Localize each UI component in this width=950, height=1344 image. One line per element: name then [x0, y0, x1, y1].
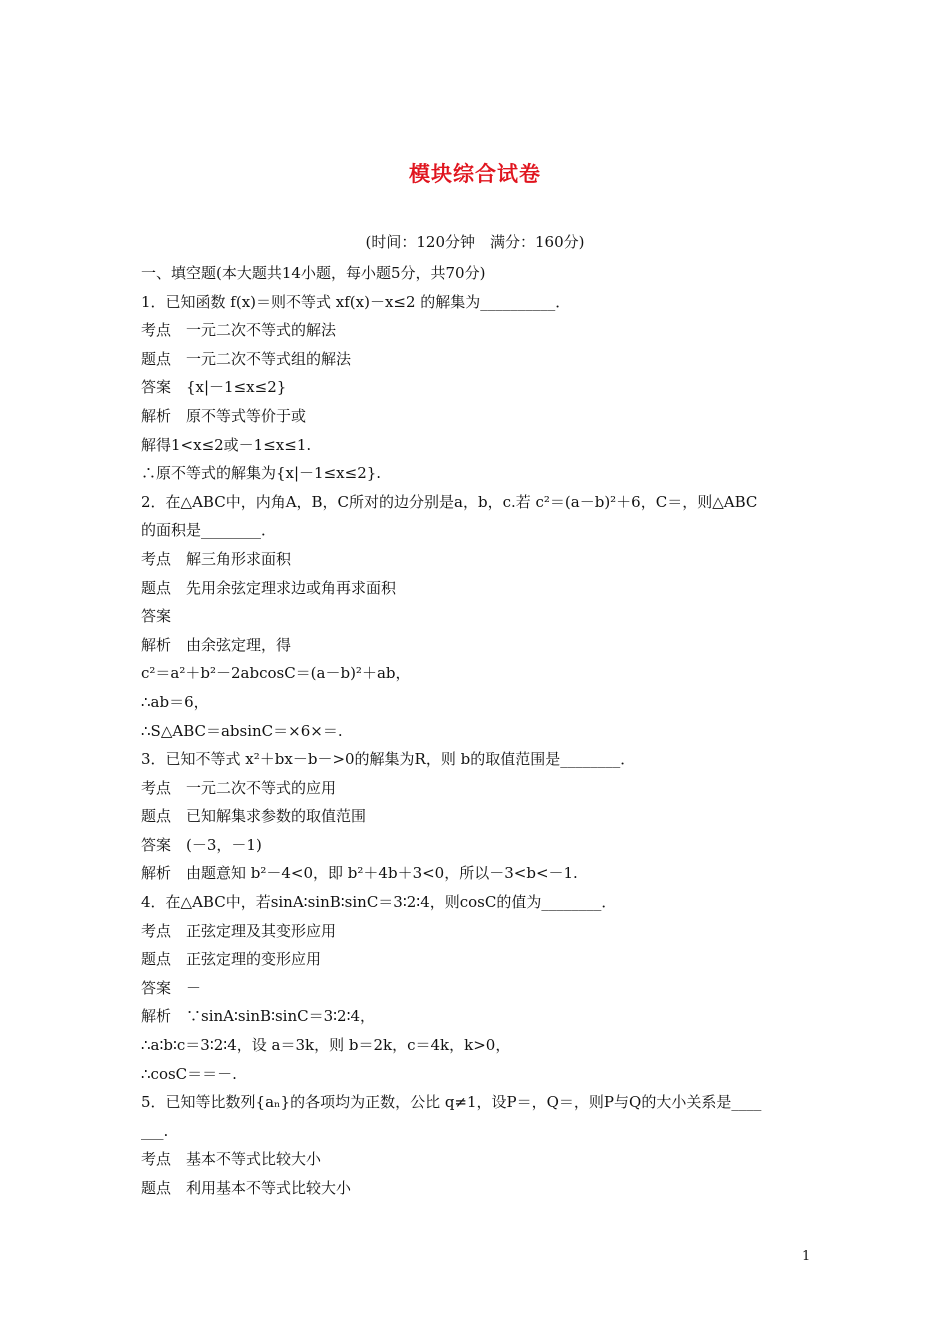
text-line: 考点 正弦定理及其变形应用 — [141, 921, 337, 940]
text-line: 3．已知不等式 x²＋bx－b－>0的解集为R，则 b的取值范围是________． — [141, 750, 636, 769]
text-line: 考点 一元二次不等式的应用 — [141, 778, 337, 797]
text-line: 答案 {x|－1≤x≤2} — [141, 378, 287, 397]
document-body — [141, 259, 821, 1203]
text-line: 解析 原不等式等价于或 — [141, 406, 307, 425]
text-line: 解得1<x≤2或－1≤x≤1. — [141, 435, 312, 454]
text-line: ___. — [141, 1121, 169, 1140]
text-line: 答案 － — [141, 978, 202, 997]
text-line: ∴a∶b∶c＝3∶2∶4，设 a＝3k，则 b＝2k，c＝4k，k>0， — [141, 1036, 511, 1055]
text-line: 题点 已知解集求参数的取值范围 — [141, 807, 367, 826]
text-line: 一、填空题(本大题共14小题，每小题5分，共70分) — [141, 264, 486, 282]
text-line: 答案 — [141, 607, 172, 626]
text-line: 题点 先用余弦定理求边或角再求面积 — [141, 578, 397, 597]
text-line: 题点 正弦定理的变形应用 — [141, 950, 322, 969]
text-line: 考点 一元二次不等式的解法 — [141, 321, 337, 340]
text-line: 答案 (－3，－1) — [141, 835, 262, 854]
text-line: 解析 由题意知 b²－4<0，即 b²＋4b＋3<0，所以－3<b<－1. — [141, 864, 578, 883]
time-score-info: (时间：120分钟 满分：160分) — [365, 233, 585, 251]
text-line: 考点 基本不等式比较大小 — [141, 1150, 322, 1169]
text-line: ∴S△ABC＝absinC＝×6×＝. — [141, 721, 343, 740]
text-line: 考点 解三角形求面积 — [141, 549, 292, 568]
text-line: 解析 ∵sinA∶sinB∶sinC＝3∶2∶4， — [141, 1007, 376, 1026]
text-line: 的面积是________． — [141, 521, 277, 540]
text-line: c²＝a²＋b²－2abcosC＝(a－b)²＋ab， — [141, 664, 411, 683]
text-line: 4．在△ABC中，若sinA∶sinB∶sinC＝3∶2∶4，则cosC的值为________． — [141, 893, 617, 912]
page-number: 1 — [802, 1249, 811, 1264]
text-line: 1．已知函数 f(x)＝则不等式 xf(x)－x≤2 的解集为__________． — [141, 292, 571, 311]
page-title: 模块综合试卷 — [409, 162, 541, 186]
text-line: ∴原不等式的解集为{x|－1≤x≤2}. — [141, 464, 382, 483]
text-line: 解析 由余弦定理，得 — [141, 635, 292, 654]
text-line: ∴ab＝6， — [141, 692, 209, 711]
text-line: 5．已知等比数列{aₙ}的各项均为正数，公比 q≠1，设P＝，Q＝，则P与Q的大小关系是____ — [141, 1093, 762, 1112]
text-line: ∴cosC＝＝－. — [141, 1064, 237, 1083]
text-line: 题点 一元二次不等式组的解法 — [141, 349, 352, 368]
text-line: 题点 利用基本不等式比较大小 — [141, 1179, 352, 1197]
text-line: 2．在△ABC中，内角A，B，C所对的边分别是a，b，c.若 c²＝(a－b)²＋6，C＝，则△ABC — [141, 492, 758, 511]
